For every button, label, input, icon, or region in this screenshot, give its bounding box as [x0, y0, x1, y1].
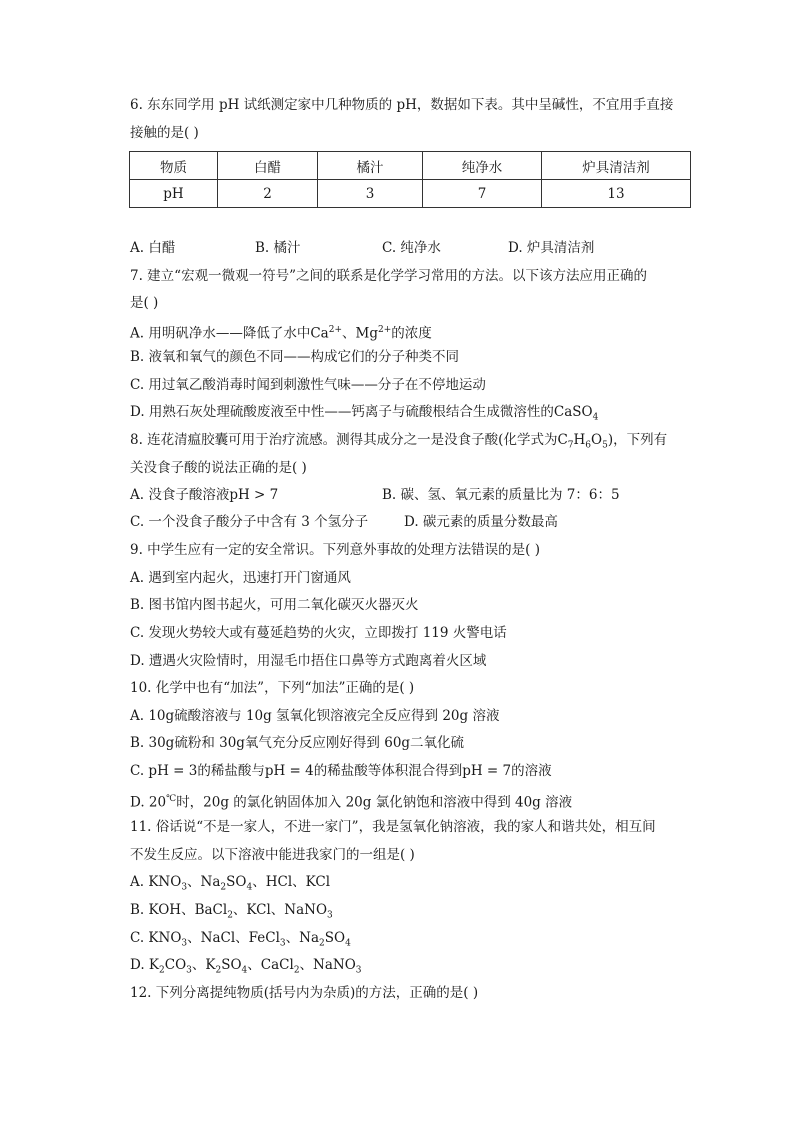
table-row [130, 180, 691, 208]
table-cell: 炉具清洁剂 [542, 152, 691, 180]
q7-option-b[interactable]: B. 液氧和氧气的颜色不同——构成它们的分子种类不同 [130, 349, 460, 365]
text: 、NaCl、FeCl [187, 930, 280, 946]
q7-option-c[interactable]: C. 用过氧乙酸消毒时闻到刺激性气味——分子在不停地运动 [130, 377, 486, 393]
q9-option-b[interactable]: B. 图书馆内图书起火，可用二氧化碳灭火器灭火 [130, 597, 419, 613]
q9-option-a[interactable]: A. 遇到室内起火，迅速打开门窗通风 [130, 570, 351, 586]
subscript: 3 [181, 938, 188, 949]
text: 的浓度 [391, 325, 432, 342]
text: 8. 连花清瘟胶囊可用于治疗流感。测得其成分之一是没食子酸(化学式为C [130, 432, 568, 448]
q8-option-d[interactable]: D. 碳元素的质量分数最高 [404, 514, 558, 530]
q10-stem: 10. 化学中也有“加法”，下列“加法”正确的是( ) [130, 680, 415, 696]
text: D. 用熟石灰处理硫酸废液至中性——钙离子与硫酸根结合生成微溶性的CaSO [130, 404, 593, 420]
text: A. KNO [130, 874, 182, 890]
subscript: 2 [319, 938, 325, 949]
table-cell: 纯净水 [423, 152, 542, 180]
text: SO [221, 957, 242, 973]
subscript: 4 [246, 882, 253, 893]
q6-option-d[interactable]: D. 炉具清洁剂 [508, 240, 595, 256]
table-cell: 2 [218, 180, 318, 208]
table-row [130, 152, 691, 180]
text: SO [324, 930, 346, 946]
text: D. 20 [130, 794, 167, 811]
subscript: 2 [220, 882, 227, 893]
subscript: 3 [181, 882, 188, 893]
subscript: 2 [215, 965, 222, 976]
q7-option-a[interactable] [130, 320, 432, 344]
q6-option-a[interactable]: A. 白醋 [130, 240, 176, 256]
subscript: 4 [241, 965, 248, 976]
subscript: 3 [327, 910, 333, 921]
text: 、Mg [342, 325, 378, 342]
q11-option-c[interactable] [130, 928, 351, 954]
text: SO [226, 874, 247, 890]
text: D. K [130, 957, 160, 973]
subscript: 3 [355, 965, 362, 976]
superscript: 2+ [328, 325, 342, 335]
text: 、KCl、NaNO [232, 902, 328, 918]
q7-option-d[interactable] [130, 402, 598, 428]
text: 、HCl、KCl [252, 874, 331, 890]
q8-stem-line2: 关没食子酸的说法正确的是( ) [130, 460, 307, 476]
q8-option-c[interactable]: C. 一个没食子酸分子中含有 3 个氢分子 [130, 514, 369, 530]
superscript: 2+ [377, 325, 392, 335]
q6-stem-line2: 接触的是( ) [130, 125, 199, 141]
table-cell: 橘汁 [318, 152, 423, 180]
q9-option-d[interactable]: D. 遭遇火灾险情时，用湿毛巾捂住口鼻等方式跑离着火区域 [130, 653, 487, 669]
superscript: ℃ [166, 794, 177, 804]
text: CO [164, 957, 187, 973]
subscript: 5 [602, 440, 608, 451]
table-cell: 13 [542, 180, 691, 208]
text: O [591, 432, 603, 448]
text: H [573, 432, 586, 448]
subscript: 2 [293, 965, 300, 976]
table-cell: 7 [423, 180, 542, 208]
text: )，下列有 [607, 432, 668, 448]
q9-option-c[interactable]: C. 发现火势较大或有蔓延趋势的火灾，立即拨打 119 火警电话 [130, 625, 507, 641]
q8-option-b[interactable]: B. 碳、氢、氧元素的质量比为 7：6：5 [382, 487, 620, 503]
q10-option-c[interactable]: C. pH = 3的稀盐酸与pH = 4的稀盐酸等体积混合得到pH = 7的溶液 [130, 763, 552, 779]
q7-stem-line2: 是( ) [130, 295, 159, 311]
text: B. KOH、BaCl [130, 902, 228, 918]
q6-stem-line1: 6. 东东同学用 pH 试纸测定家中几种物质的 pH，数据如下表。其中呈碱性，不宜用手直接 [130, 97, 674, 113]
q10-option-a[interactable]: A. 10g硫酸溶液与 10g 氢氧化钡溶液完全反应得到 20g 溶液 [130, 708, 500, 724]
q9-stem: 9. 中学生应有一定的安全常识。下列意外事故的处理方法错误的是( ) [130, 542, 540, 558]
table-cell: pH [130, 180, 218, 208]
q11-stem-line1: 11. 俗话说“不是一家人，不进一家门”，我是氢氧化钠溶液，我的家人和谐共处，相互间 [130, 819, 656, 835]
table-cell: 物质 [130, 152, 218, 180]
subscript: 7 [567, 440, 574, 451]
text: 、Na [187, 874, 221, 890]
q12-stem: 12. 下列分离提纯物质(括号内为杂质)的方法，正确的是( ) [130, 985, 479, 1001]
subscript: 3 [279, 938, 286, 949]
table-cell: 白醋 [218, 152, 318, 180]
subscript: 4 [345, 938, 351, 949]
text: 、K [191, 957, 216, 973]
q10-option-b[interactable]: B. 30g硫粉和 30g氧气充分反应刚好得到 60g二氧化硫 [130, 735, 465, 751]
ph-table [129, 151, 691, 208]
q8-stem-line1 [130, 430, 667, 456]
text: A. 用明矾净水——降低了水中Ca [130, 325, 329, 342]
subscript: 2 [159, 965, 165, 976]
q11-option-d[interactable] [130, 955, 362, 981]
q11-option-b[interactable] [130, 900, 333, 926]
text: 、CaCl [247, 957, 294, 973]
subscript: 3 [186, 965, 192, 976]
subscript: 4 [592, 412, 599, 423]
text: 时，20g 的氯化钠固体加入 20g 氯化钠饱和溶液中得到 40g 溶液 [176, 794, 573, 811]
q11-option-a[interactable] [130, 872, 330, 898]
q7-stem-line1: 7. 建立“宏观一微观一符号”之间的联系是化学学习常用的方法。以下该方法应用正确的 [130, 268, 647, 284]
text: C. KNO [130, 930, 182, 946]
q6-option-b[interactable]: B. 橘汁 [255, 240, 301, 256]
subscript: 6 [585, 440, 592, 451]
table-cell: 3 [318, 180, 423, 208]
q10-option-d[interactable] [130, 789, 572, 813]
q8-option-a[interactable]: A. 没食子酸溶液pH > 7 [130, 487, 279, 503]
text: 、NaNO [299, 957, 356, 973]
q11-stem-line2: 不发生反应。以下溶液中能进我家门的一组是( ) [130, 847, 415, 863]
q6-option-c[interactable]: C. 纯净水 [382, 240, 441, 256]
text: 、Na [285, 930, 320, 946]
subscript: 2 [227, 910, 233, 921]
